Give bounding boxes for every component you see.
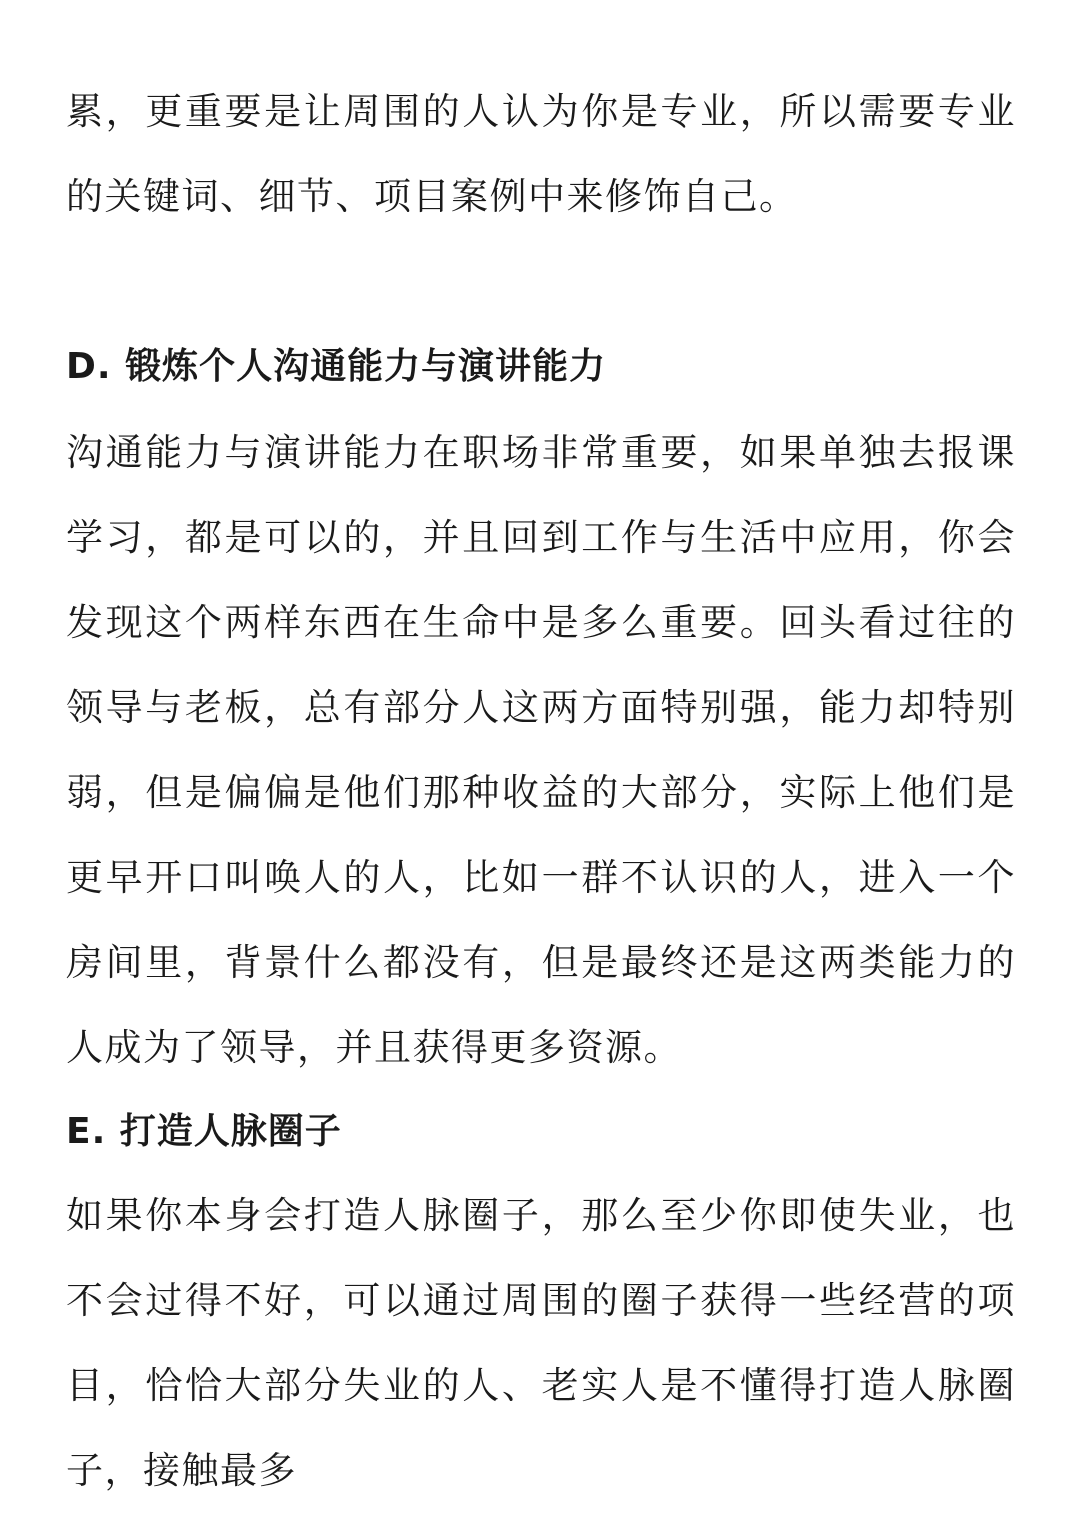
section-e-heading: E. 打造人脉圈子 [66,1111,342,1152]
section-e-paragraph: 如果你本身会打造人脉圈子，那么至少你即使失业，也不会过得不好，可以通过周围的圈子获得一些经营的项目，恰恰大部分失业的人、老实人是不懂得打造人脉圈子，接触最多 [66,1194,1016,1492]
intro-paragraph: 累，更重要是让周围的人认为你是专业，所以需要专业的关键词、细节、项目案例中来修饰自己。 [66,90,1016,218]
section-d-heading: D. 锻炼个人沟通能力与演讲能力 [66,346,607,387]
section-d-paragraph: 沟通能力与演讲能力在职场非常重要，如果单独去报课学习，都是可以的，并且回到工作与生活中应用，你会发现这个两样东西在生命中是多么重要。回头看过往的领导与老板，总有部分人这两方面特别强，能力却特别弱，但是偏偏是他们那种收益的大部分，实际上他们是更早开口叫唤人的人，比如一群不认识的人，进入一个房间里，背景什么都没有，但是最终还是这两类能力的人成为了领导，并且获得更多资源。 [66,431,1016,1069]
